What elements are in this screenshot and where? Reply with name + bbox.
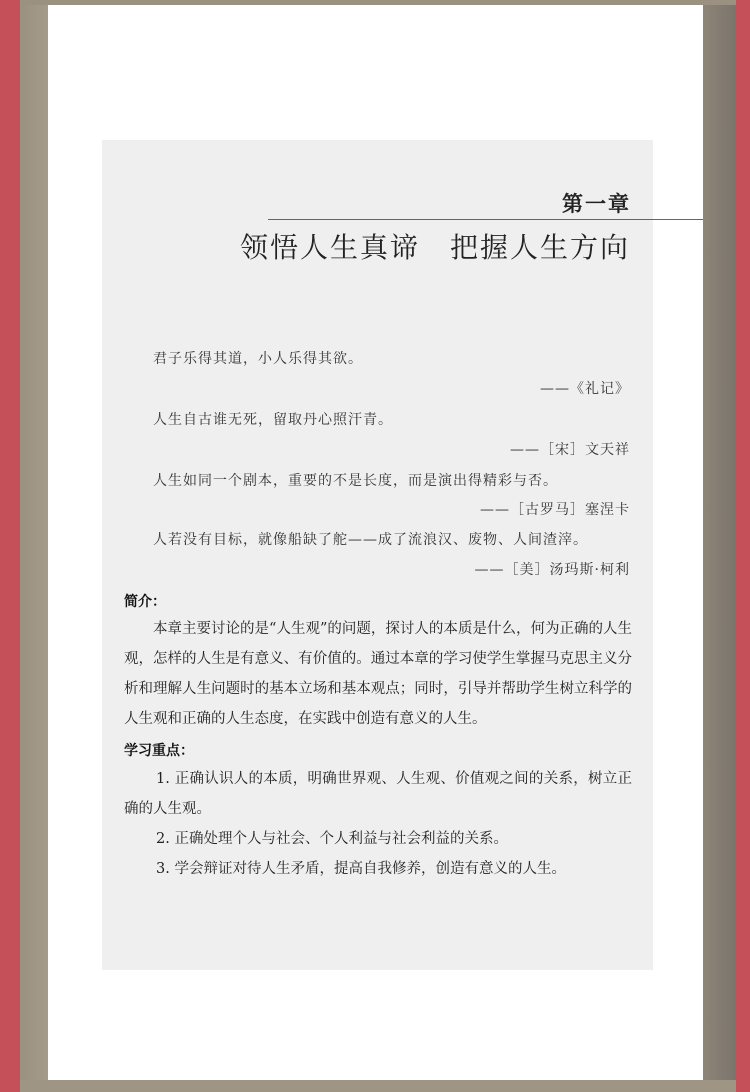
- key-point-item: 1. 正确认识人的本质，明确世界观、人生观、价值观之间的关系，树立正确的人生观。: [124, 771, 632, 817]
- quote-source: ——［古罗马］塞涅卡: [480, 502, 630, 518]
- quote-text: 人若没有目标，就像船缺了舵——成了流浪汉、废物、人间渣滓。: [153, 532, 588, 548]
- quote-source: ——《礼记》: [540, 381, 630, 397]
- quote-text: 人生自古谁无死，留取丹心照汗青。: [153, 412, 393, 428]
- chapter-label: 第一章: [562, 191, 631, 216]
- quote-source: ——［美］汤玛斯·柯利: [474, 562, 630, 578]
- key-point-item: 2. 正确处理个人与社会、个人利益与社会利益的关系。: [156, 831, 508, 847]
- quote-source: ——［宋］文天祥: [510, 442, 630, 458]
- intro-heading: 简介：: [124, 594, 166, 610]
- chapter-title: 领悟人生真谛 把握人生方向: [239, 231, 630, 264]
- quote-text: 君子乐得其道，小人乐得其欲。: [153, 351, 363, 367]
- quote-text: 人生如同一个剧本，重要的不是长度，而是演出得精彩与否。: [153, 473, 558, 489]
- chapter-rule: [268, 219, 703, 220]
- bottom-edge: [0, 1080, 750, 1092]
- key-point-item: 3. 学会辩证对待人生矛盾，提高自我修养，创造有意义的人生。: [156, 861, 566, 877]
- key-points-heading: 学习重点：: [124, 743, 194, 759]
- intro-paragraph: 本章主要讨论的是“人生观”的问题，探讨人的本质是什么，何为正确的人生观，怎样的人生是有意义、有价值的。通过本章的学习使学生掌握马克思主义分析和理解人生问题时的基本立场和基本观点；同时，引导并帮助学生树立科学的人生观和正确的人生态度，在实践中创造有意义的人生。: [124, 621, 632, 727]
